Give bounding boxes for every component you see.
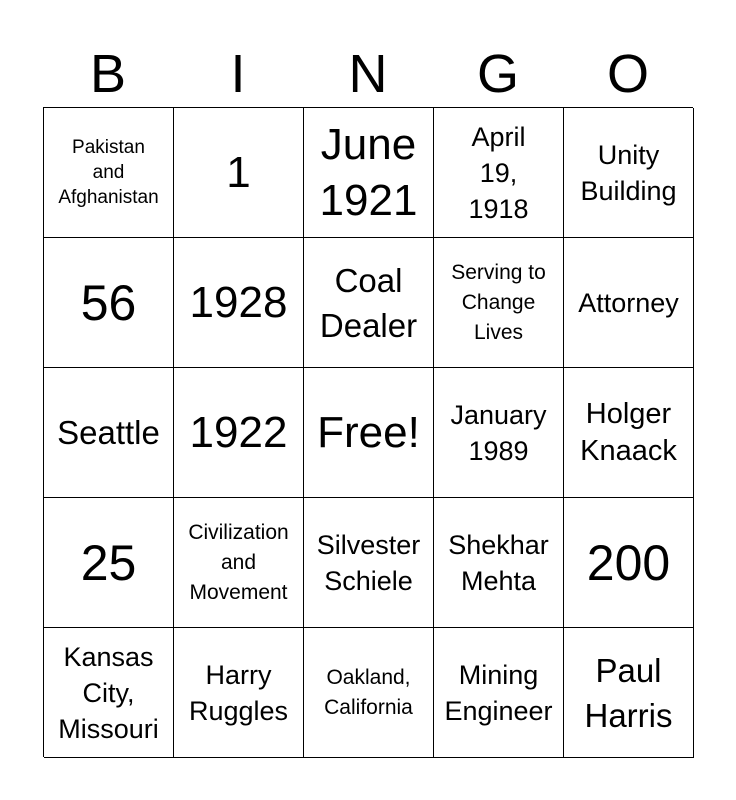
cell-text: January 1989 [450, 399, 547, 466]
header-letter-i: I [230, 44, 246, 104]
header-letter-g: G [476, 44, 519, 104]
bingo-cell[interactable] [564, 238, 694, 368]
bingo-cell[interactable] [564, 368, 694, 498]
bingo-grid [43, 107, 693, 757]
bingo-cell[interactable] [304, 498, 434, 628]
bingo-cell[interactable] [434, 498, 564, 628]
cell-text: Civilization and Movement [188, 520, 289, 604]
bingo-cell[interactable] [44, 238, 174, 368]
header-letter-o: O [606, 44, 649, 104]
bingo-cell[interactable] [174, 238, 304, 368]
cell-text: Seattle [57, 414, 160, 451]
cell-text: Silvester Schiele [316, 529, 421, 596]
cell-text: Attorney [578, 287, 679, 318]
cell-text: Oakland, California [324, 665, 413, 719]
cell-text: Holger Knaack [580, 397, 677, 467]
bingo-cell[interactable] [304, 628, 434, 758]
bingo-cell[interactable] [174, 108, 304, 238]
cell-text: Harry Ruggles [188, 659, 289, 726]
cell-text: 25 [80, 534, 137, 591]
bingo-cell[interactable] [304, 238, 434, 368]
bingo-cell[interactable] [304, 108, 434, 238]
bingo-cell[interactable] [564, 628, 694, 758]
header-letter-n: N [348, 44, 388, 104]
bingo-cell[interactable] [174, 498, 304, 628]
cell-text: Unity Building [580, 139, 677, 206]
cell-text: 1 [226, 147, 251, 197]
bingo-cell[interactable] [44, 108, 174, 238]
cell-text: April 19, 1918 [468, 121, 529, 224]
cell-text: Pakistan and Afghanistan [58, 137, 159, 208]
cell-text: 1922 [189, 407, 288, 457]
bingo-cell[interactable] [44, 498, 174, 628]
cell-text: Kansas City, Missouri [58, 641, 159, 744]
bingo-cell[interactable] [44, 628, 174, 758]
cell-text: Paul Harris [584, 651, 673, 734]
cell-text: 56 [80, 274, 137, 331]
bingo-cell[interactable] [174, 368, 304, 498]
bingo-cell[interactable] [434, 628, 564, 758]
cell-text: 200 [586, 534, 671, 591]
cell-text: Free! [317, 407, 420, 457]
bingo-header [43, 40, 693, 108]
cell-text: Shekhar Mehta [448, 529, 549, 596]
header-letter-b: B [89, 44, 127, 104]
cell-text: 1928 [189, 277, 288, 327]
bingo-cell[interactable] [174, 628, 304, 758]
bingo-cell[interactable] [434, 108, 564, 238]
bingo-cell[interactable] [564, 108, 694, 238]
cell-text: Coal Dealer [319, 261, 418, 344]
cell-text: Serving to Change Lives [451, 260, 546, 344]
cell-text: June 1921 [319, 119, 418, 225]
free-space-cell[interactable] [304, 368, 434, 498]
bingo-cell[interactable] [564, 498, 694, 628]
bingo-cell[interactable] [434, 368, 564, 498]
bingo-cell[interactable] [434, 238, 564, 368]
cell-text: Mining Engineer [444, 659, 553, 726]
bingo-cell[interactable] [44, 368, 174, 498]
